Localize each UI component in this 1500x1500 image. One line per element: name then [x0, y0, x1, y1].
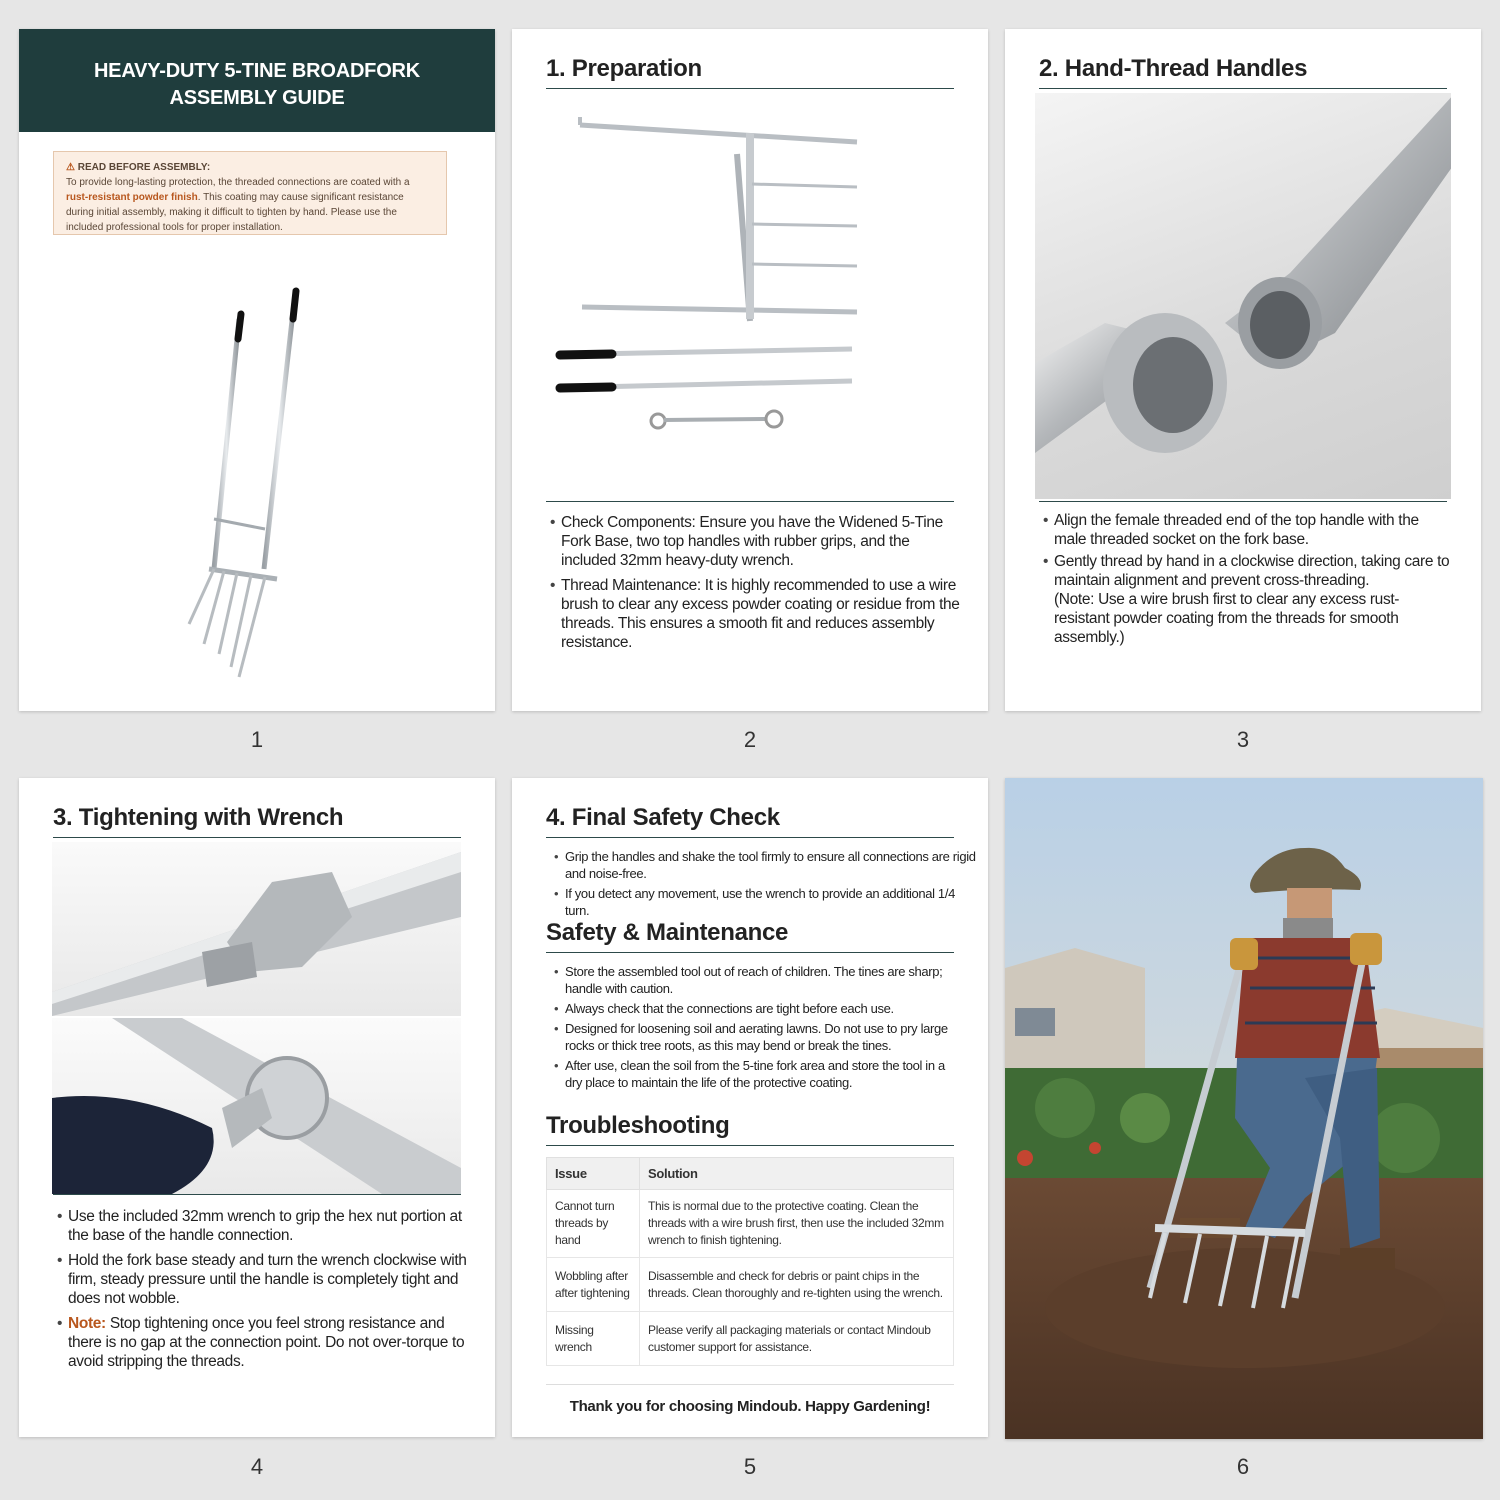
page-5	[512, 778, 988, 1437]
page-number-5: 5	[743, 1454, 757, 1479]
footer-divider	[546, 1384, 954, 1385]
table-cell-issue: Missing wrench	[547, 1312, 640, 1366]
content-divider	[1039, 501, 1447, 502]
list-item: • Note: Stop tightening once you feel strong resistance and there is no gap at the connection point. Do not over-torque to avoid stripping the threads.	[55, 1314, 467, 1371]
warning-highlight: rust-resistant powder finish	[66, 192, 198, 203]
threaded-connection-photo	[1035, 93, 1451, 499]
section-title-troubleshooting: Troubleshooting	[546, 1112, 730, 1139]
list-item: • Designed for loosening soil and aerating lawns. Do not use to pry large rocks or thick tree roots, as this may bend or break the tines.	[552, 1020, 964, 1054]
guide-title-line1: HEAVY-DUTY 5-TINE BROADFORK	[93, 60, 421, 82]
section-title-safety: Safety & Maintenance	[546, 919, 789, 946]
table-cell-solution: Please verify all packaging materials or contact Mindoub customer support for assistance.	[640, 1312, 954, 1366]
list-item: • Check Components: Ensure you have the Widened 5-Tine Fork Base, two top handles with rubber grips, and the included 32mm heavy-duty wrench.	[548, 513, 960, 570]
table-cell-issue: Cannot turn threads by hand	[547, 1190, 640, 1258]
warning-icon: ⚠	[66, 162, 75, 173]
section-title-final-check: 4. Final Safety Check	[546, 804, 780, 831]
safety-list	[552, 963, 964, 1097]
list-item: • If you detect any movement, use the wrench to provide an additional 1/4 turn.	[552, 885, 978, 919]
guide-title-line2: ASSEMBLY GUIDE	[169, 87, 345, 109]
hex-nut-photo	[52, 842, 461, 1016]
list-item: • Store the assembled tool out of reach of children. The tines are sharp; handle with caution.	[552, 963, 964, 997]
list-item: • Hold the fork base steady and turn the wrench clockwise with firm, steady pressure until the handle is completely tight and does not wobble.	[55, 1251, 467, 1308]
page-2	[512, 29, 988, 711]
content-divider	[53, 1194, 461, 1195]
list-item: • Always check that the connections are tight before each use.	[552, 1000, 964, 1017]
table-cell-solution: This is normal due to the protective coating. Clean the threads with a wire brush first, then use the included 32mm wrench to finish tightening.	[640, 1190, 954, 1258]
title-divider	[546, 1145, 954, 1146]
preparation-list	[548, 513, 960, 658]
final-check-list	[552, 848, 978, 925]
section-title-hand-thread: 2. Hand-Thread Handles	[1039, 55, 1308, 82]
title-divider	[53, 837, 461, 838]
thank-you-message: Thank you for choosing Mindoub. Happy Gardening!	[569, 1398, 931, 1415]
hand-thread-list	[1041, 511, 1453, 653]
list-item: • Gently thread by hand in a clockwise direction, taking care to maintain alignment and prevent cross-threading. (Note: Use a wire brush first to clear any excess rust-resistant powder coating from the threads for smooth assembly.)	[1041, 552, 1453, 647]
page-number-4: 4	[250, 1454, 264, 1479]
page-6-garden-photo	[1005, 778, 1483, 1439]
page-4	[19, 778, 495, 1437]
list-item: • Align the female threaded end of the top handle with the male threaded socket on the fork base.	[1041, 511, 1453, 549]
section-title-tightening: 3. Tightening with Wrench	[53, 804, 344, 831]
table-row	[547, 1258, 954, 1312]
note-label: Note:	[68, 1315, 106, 1332]
broadfork-illustration	[19, 279, 495, 699]
wrench-tightening-photo	[52, 1018, 461, 1194]
page-number-1: 1	[250, 727, 264, 752]
page-1-header	[19, 29, 495, 132]
components-illustration	[512, 109, 988, 489]
warning-box	[53, 151, 447, 235]
list-item: • Use the included 32mm wrench to grip the hex nut portion at the base of the handle connection.	[55, 1207, 467, 1245]
table-header-issue: Issue	[547, 1158, 640, 1190]
page-number-3: 3	[1236, 727, 1250, 752]
title-divider	[1039, 88, 1447, 89]
table-row	[547, 1190, 954, 1258]
gardener-using-broadfork-image	[1005, 778, 1483, 1439]
page-3	[1005, 29, 1481, 711]
list-item: • Thread Maintenance: It is highly recommended to use a wire brush to clear any excess powder coating or residue from the threads. This ensures a smooth fit and reduces assembly resistance.	[548, 576, 960, 652]
content-divider	[546, 501, 954, 502]
table-row	[547, 1312, 954, 1366]
title-divider	[546, 837, 954, 838]
tightening-list	[55, 1207, 467, 1377]
page-number-2: 2	[743, 727, 757, 752]
table-header-solution: Solution	[640, 1158, 954, 1190]
warning-title: READ BEFORE ASSEMBLY:	[77, 162, 211, 173]
note-text: (Note: Use a wire brush first to clear any excess rust-resistant powder coating from the threads for smooth assembly.)	[1054, 591, 1400, 646]
table-cell-issue: Wobbling after after tightening	[547, 1258, 640, 1312]
section-title-preparation: 1. Preparation	[546, 55, 702, 82]
troubleshooting-table	[546, 1157, 954, 1366]
title-divider	[546, 88, 954, 89]
list-item: • After use, clean the soil from the 5-tine fork area and store the tool in a dry place to maintain the life of the protective coating.	[552, 1057, 964, 1091]
warning-text: To provide long-lasting protection, the threaded connections are coated with a rust-resistant powder finish. This coating may cause significant resistance during initial assembly, making it difficult to tighten by hand. Please use the included professional tools for proper installation.	[66, 177, 410, 233]
page-1	[19, 29, 495, 711]
table-cell-solution: Disassemble and check for debris or paint chips in the threads. Clean thoroughly and re-tighten using the wrench.	[640, 1258, 954, 1312]
title-divider	[546, 952, 954, 953]
list-item: • Grip the handles and shake the tool firmly to ensure all connections are rigid and noise-free.	[552, 848, 978, 882]
page-number-6: 6	[1236, 1454, 1250, 1479]
